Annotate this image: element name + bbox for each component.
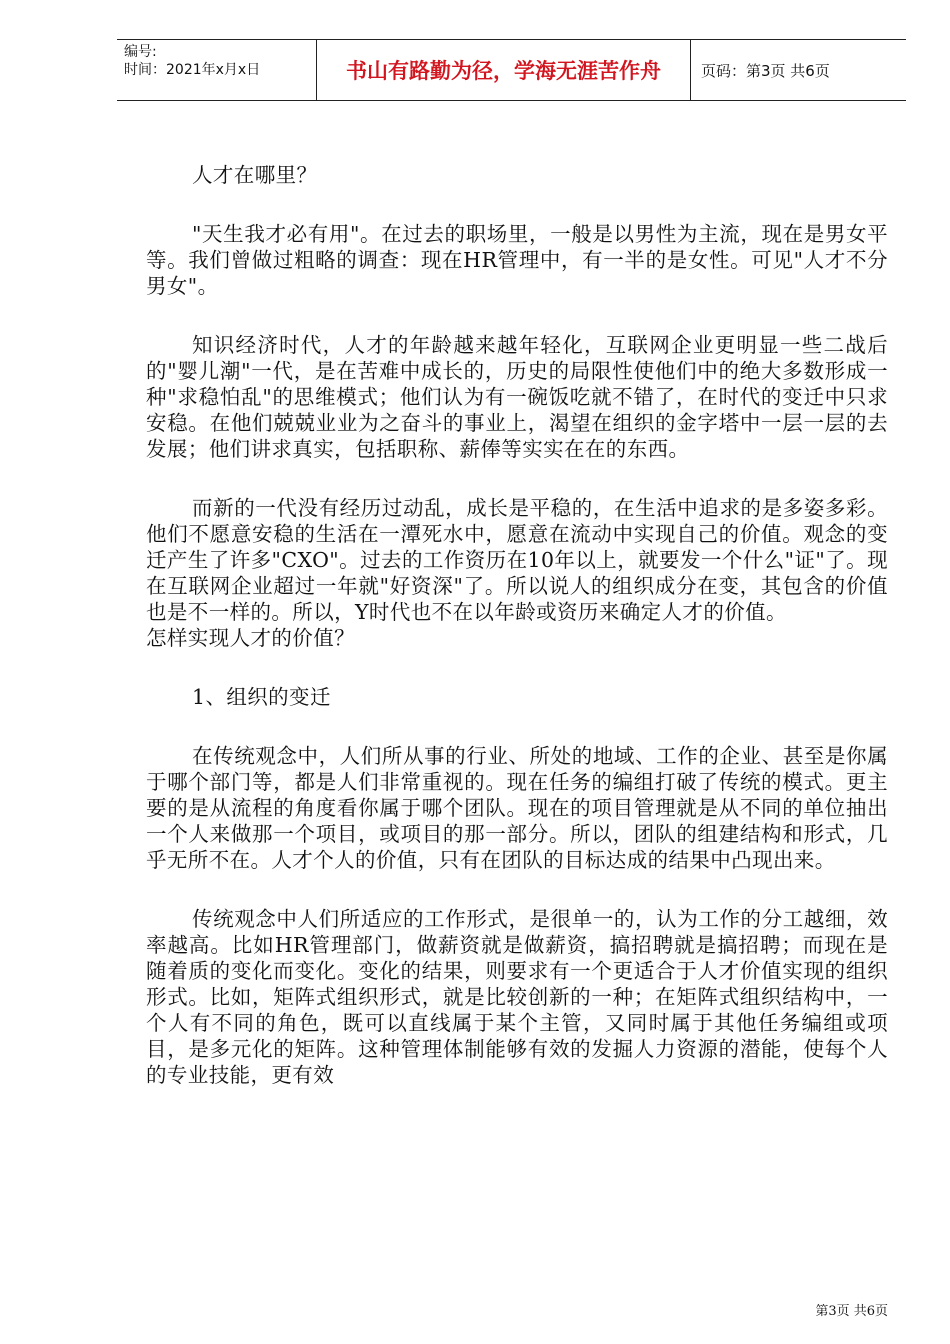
header-meta bbox=[117, 40, 316, 100]
section-heading: 1、组织的变迁 bbox=[192, 685, 331, 709]
document-date: 时间：2021年x月x日 bbox=[124, 62, 261, 78]
header-page-info: 页码：第3页 共6页 bbox=[701, 61, 830, 80]
document-body bbox=[146, 162, 888, 1088]
header-motto: 书山有路勤为径，学海无涯苦作舟 bbox=[316, 40, 691, 100]
document-number-label: 编号: bbox=[124, 44, 157, 60]
paragraph: "天生我才必有用"。在过去的职场里，一般是以男性为主流，现在是男女平等。我们曾做过粗略的调查：现在HR管理中，有一半的是女性。可见"人才不分男女"。 bbox=[146, 222, 888, 298]
section-question-where: 人才在哪里？ bbox=[192, 163, 318, 187]
paragraph: 知识经济时代，人才的年龄越来越年轻化，互联网企业更明显一些二战后的"婴儿潮"一代，是在苦难中成长的，历史的局限性使他们中的绝大多数形成一种"求稳怕乱"的思维模式；他们认为有一碗饭吃就不错了，在时代的变迁中只求安稳。在他们兢兢业业为之奋斗的事业上，渴望在组织的金字塔中一层一层的去发展；他们讲求真实，包括职称、薪俸等实实在在的东西。 bbox=[146, 333, 888, 461]
paragraph: 而新的一代没有经历过动乱，成长是平稳的，在生活中追求的是多姿多彩。他们不愿意安稳的生活在一潭死水中，愿意在流动中实现自己的价值。观念的变迁产生了许多"CXO"。过去的工作资历在10年以上，就要发一个什么"证"了。现在互联网企业超过一年就"好资深"了。所以说人的组织成分在变，其包含的价值也是不一样的。所以，Y时代也不在以年龄或资历来确定人才的价值。 bbox=[146, 496, 888, 624]
page-footer: 第3页 共6页 bbox=[815, 1304, 888, 1319]
paragraph: 在传统观念中，人们所从事的行业、所处的地域、工作的企业、甚至是你属于哪个部门等，都是人们非常重视的。现在任务的编组打破了传统的模式。更主要的是从流程的角度看你属于哪个团队。现在的项目管理就是从不同的单位抽出一个人来做那一个项目，或项目的那一部分。所以，团队的组建结构和形式，几乎无所不在。人才个人的价值，只有在团队的目标达成的结果中凸现出来。 bbox=[146, 744, 888, 872]
page-header bbox=[117, 39, 906, 101]
paragraph: 传统观念中人们所适应的工作形式，是很单一的，认为工作的分工越细，效率越高。比如HR管理部门，做薪资就是做薪资，搞招聘就是搞招聘；而现在是随着质的变化而变化。变化的结果，则要求有一个更适合于人才价值实现的组织形式。比如，矩阵式组织形式，就是比较创新的一种；在矩阵式组织结构中，一个人有不同的角色，既可以直线属于某个主管，又同时属于其他任务编组或项目，是多元化的矩阵。这种管理体制能够有效的发掘人力资源的潜能，使每个人的专业技能，更有效 bbox=[146, 907, 888, 1087]
section-question-how: 怎样实现人才的价值？ bbox=[146, 626, 355, 650]
